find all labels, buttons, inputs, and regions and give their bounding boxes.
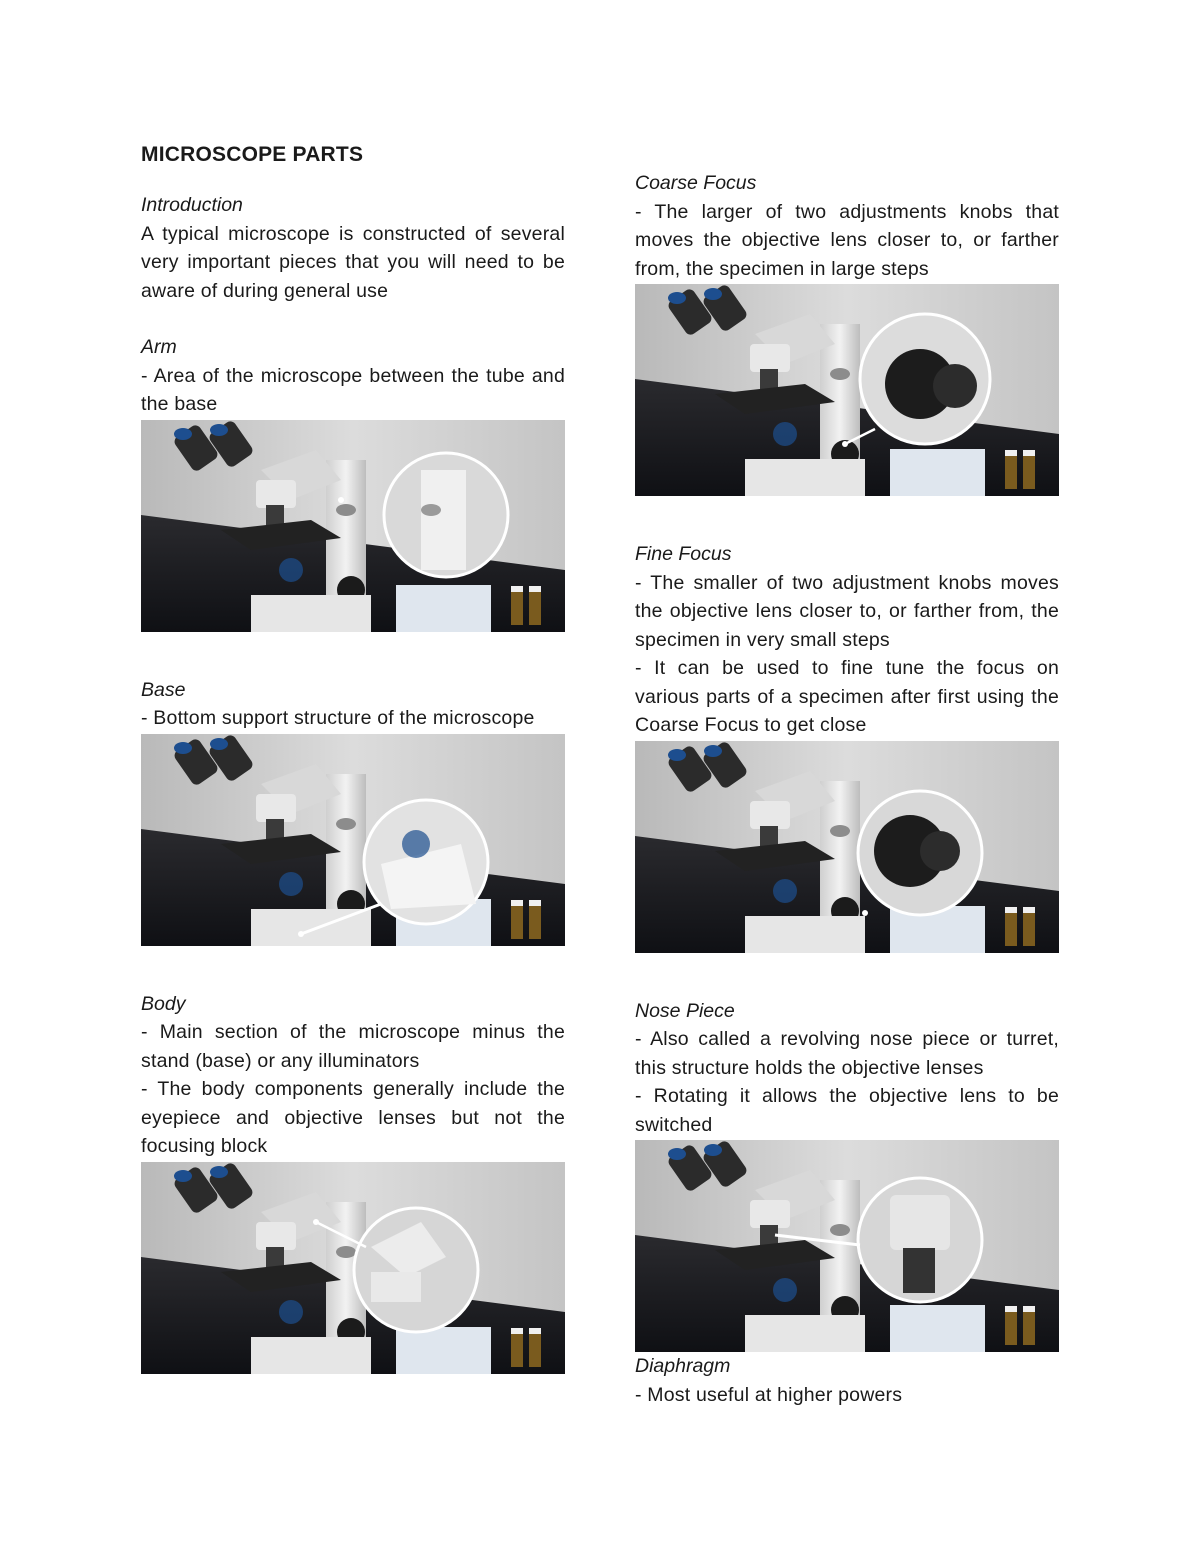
base-heading: Base — [141, 678, 186, 701]
diaphragm-text: - Most useful at higher powers — [635, 1383, 903, 1406]
arm-text: - Area of the microscope between the tube and the base — [141, 364, 565, 415]
body-text-2: - The body components generally include the eyepiece and objective lenses but not the focusing block — [141, 1078, 565, 1157]
fine-focus-image — [635, 741, 1059, 953]
arm-image — [141, 420, 565, 632]
diaphragm-heading: Diaphragm — [635, 1355, 731, 1377]
coarse-focus-text: - The larger of two adjustments knobs that moves the objective lens closer to, or farther from, the specimen in large steps — [635, 200, 1059, 280]
nose-piece-image — [635, 1140, 1059, 1352]
right-column — [635, 169, 1059, 1409]
base-text: - Bottom support structure of the microscope — [141, 707, 535, 729]
nose-piece-text-2: - Rotating it allows the objective lens to be switched — [635, 1085, 1059, 1136]
page-title: MICROSCOPE PARTS — [141, 143, 364, 166]
fine-focus-text-1: - The smaller of two adjustment knobs moves the objective lens closer to, or farther from, the specimen in very small steps — [635, 571, 1059, 651]
nose-piece-text-1: - Also called a revolving nose piece or turret, this structure holds the objective lenses — [635, 1028, 1059, 1079]
base-image — [141, 734, 565, 946]
arm-heading: Arm — [141, 336, 177, 358]
nose-piece-heading: Nose Piece — [635, 999, 735, 1022]
body-heading: Body — [141, 992, 186, 1015]
coarse-focus-heading: Coarse Focus — [635, 172, 757, 194]
intro-text: A typical microscope is constructed of several very important pieces that you will need to be aware of during general use — [141, 222, 565, 302]
coarse-focus-image — [635, 284, 1059, 496]
left-column — [141, 143, 565, 1374]
body-text-1: - Main section of the microscope minus the stand (base) or any illuminators — [141, 1021, 565, 1072]
intro-heading: Introduction — [141, 194, 243, 216]
fine-focus-heading: Fine Focus — [635, 543, 732, 565]
body-image — [141, 1162, 565, 1374]
fine-focus-text-2: - It can be used to fine tune the focus on various parts of a specimen after first using the Coarse Focus to get close — [635, 657, 1059, 736]
